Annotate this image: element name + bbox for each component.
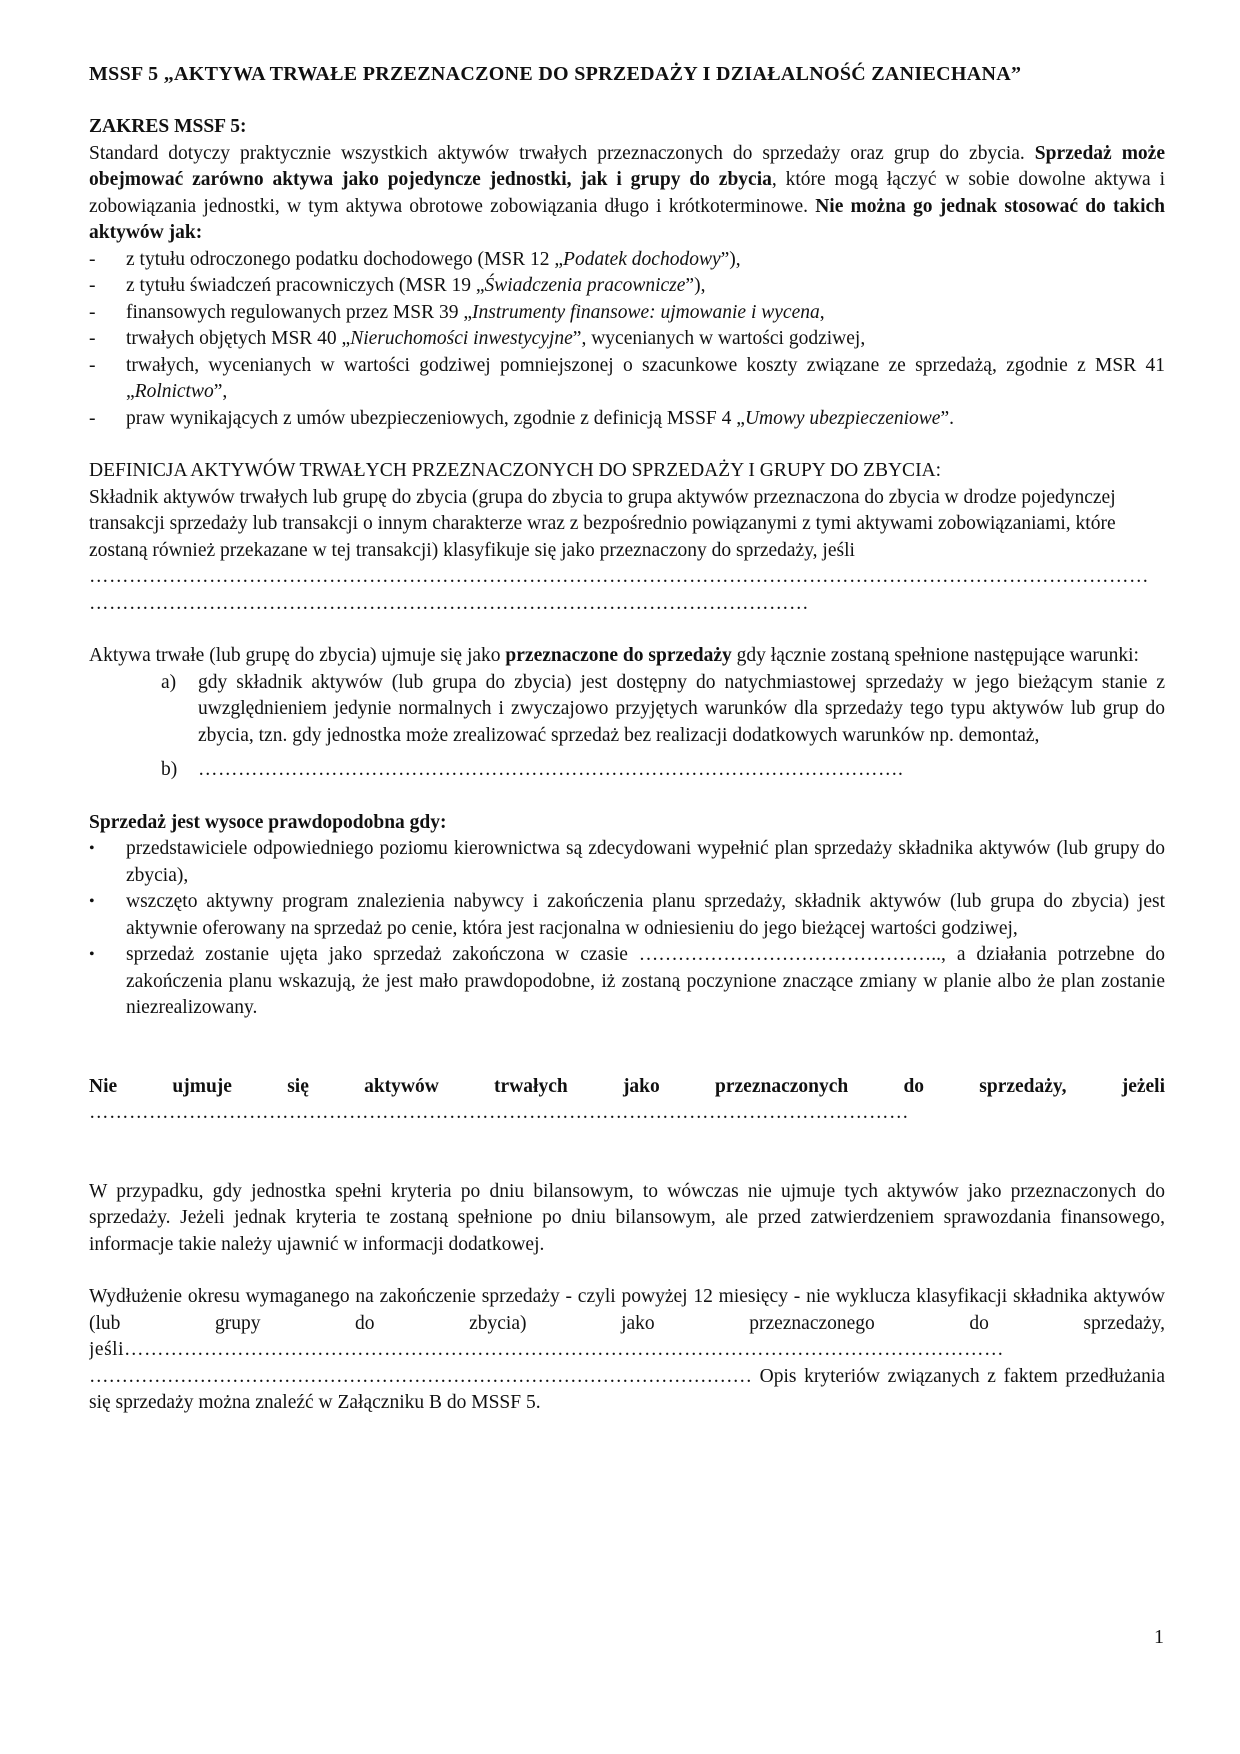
item-text: sprzedaż zostanie ujęta jako sprzedaż zakończona w czasie ……………………………………….., a działania potrzebne do zakończenia planu wskazują, że jest mało prawdopodobne, iż zostaną poczynione znaczące zmiany w planie albo że plan zostanie niezrealizowany. (126, 944, 1165, 1018)
bullet-icon: • (89, 893, 95, 910)
list-item (89, 300, 1165, 327)
item-text-end: ”, wycenianych w wartości godziwej, (572, 328, 866, 349)
exclusion-list (89, 247, 1165, 433)
item-italic: Instrumenty finansowe: ujmowanie i wycena (472, 301, 820, 323)
condition-a (161, 670, 1165, 750)
item-text: praw wynikających z umów ubezpieczeniowych, zgodnie z definicją MSSF 4 „ (126, 407, 745, 429)
item-italic: Umowy ubezpieczeniowe (744, 407, 941, 429)
bullet-icon: • (89, 946, 95, 963)
dash-marker: - (89, 301, 96, 323)
marker: a) (161, 671, 177, 693)
not-recognized-text: Nie ujmuje się aktywów trwałych jako przeznaczonych do sprzedaży, jeżeli (89, 1075, 1165, 1097)
list-item (89, 942, 1165, 1022)
blank-dotted-line: ……………………………………………………………………………………………. (198, 759, 904, 780)
document-page (89, 60, 1165, 1417)
item-text-end: ”), (685, 275, 706, 296)
list-item (89, 836, 1165, 889)
dash-marker: - (89, 407, 96, 429)
dash-marker: - (89, 248, 96, 270)
item-italic: Świadczenia pracownicze (484, 275, 686, 296)
condition-text: gdy składnik aktywów (lub grupa do zbycia) jest dostępny do natychmiastowej sprzedaży w jego bieżącym stanie z uwzględnieniem jedynie normalnych i zwyczajowo przyjętych warunków dla sprzedaży tego typu aktywów lub grup do zbycia, tzn. gdy jednostka może zrealizować sprzedaż bez realizacji dodatkowych warunków np. demontaż, (198, 671, 1165, 746)
item-text: trwałych objętych MSR 40 „ (126, 328, 351, 349)
conditions-text-end: gdy łącznie zostaną spełnione następujące warunki: (731, 645, 1139, 666)
definition-text: Składnik aktywów trwałych lub grupę do zbycia (grupa do zbycia to grupa aktywów przeznaczona do zbycia w drodze pojedynczej transakcji sprzedaży lub transakcji o innym charakterze wraz z bezpośrednio powiązanymi z tymi aktywami zobowiązaniami, które zostaną również przekazane w tej transakcji) klasyfikuje się jako przeznaczony do sprzedaży, jeśli (89, 486, 1116, 561)
marker: b) (161, 759, 178, 780)
scope-text: Standard dotyczy praktycznie wszystkich aktywów trwałych przeznaczonych do sprzedaży oraz grup do zbycia. (89, 142, 1025, 164)
item-text-end: , (819, 301, 825, 323)
probable-list (89, 836, 1165, 1022)
bullet-icon: • (89, 840, 95, 857)
dash-marker: - (89, 354, 96, 376)
list-item (89, 889, 1165, 942)
item-text: z tytułu świadczeń pracowniczych (MSR 19 „ (126, 275, 485, 296)
item-text: wszczęto aktywny program znalezienia nabywcy i zakończenia planu sprzedaży, składnik aktywów (lub grupa do zbycia) jest aktywnie oferowany na sprzedaż po cenie, która jest racjonalna w odniesieniu do jego bieżącej wartości godziwej, (126, 891, 1165, 939)
item-text: trwałych, wycenianych w wartości godziwej pomniejszonej o szacunkowe koszty związane ze sprzedażą, zgodnie z MSR 41 „ (126, 354, 1165, 402)
extension-dotted-line: jeśli…………………………………………………………………………………………………………………… (89, 1339, 1004, 1360)
scope-paragraph (89, 141, 1165, 247)
item-text: finansowych regulowanych przez MSR 39 „ (126, 301, 473, 323)
list-item (89, 406, 1165, 433)
extension-paragraph: Wydłużenie okresu wymaganego na zakończenie sprzedaży - czyli powyżej 12 miesięcy - nie wyklucza klasyfikacji składnika aktywów (lub grupy do zbycia) jako przeznaczonego do sprzedaży, (89, 1286, 1165, 1334)
list-item (89, 273, 1165, 300)
list-item (89, 247, 1165, 274)
conditions-text: Aktywa trwałe (lub grupę do zbycia) ujmuje się jako (89, 645, 506, 666)
scope-bold-text-2: Nie można go jednak stosować do takich aktywów jak: (89, 195, 1165, 243)
blank-dotted-line: …………………………………………………………………………………………………………………………………………… (89, 566, 1149, 587)
item-text-end: ”. (940, 407, 954, 429)
probable-heading: Sprzedaż jest wysoce prawdopodobna gdy: (89, 811, 447, 833)
conditions-bold: przeznaczone do sprzedaży (505, 645, 732, 666)
definition-heading: DEFINICJA AKTYWÓW TRWAŁYCH PRZEZNACZONYCH DO SPRZEDAŻY I GRUPY DO ZBYCIA: (89, 460, 942, 481)
scope-heading: ZAKRES MSSF 5: (89, 116, 247, 137)
item-text-end: ”), (720, 248, 741, 270)
after-balance-paragraph: W przypadku, gdy jednostka spełni kryteria po dniu bilansowym, to wówczas nie ujmuje tych aktywów jako przeznaczonych do sprzedaży. Jeżeli jednak kryteria te zostaną spełnione po dniu bilansowym, ale przed zatwierdzeniem sprawozdania finansowego, informacje takie należy ujawnić w informacji dodatkowej. (89, 1180, 1165, 1255)
condition-b (161, 757, 1165, 784)
page-number: 1 (1154, 1626, 1164, 1648)
dash-marker: - (89, 275, 96, 296)
extension-paragraph-end: ………………………………………………………………………………………… Opis kryteriów związanych z faktem przedłużania się sprzedaży można znaleźć w Załączniku B do MSSF 5. (89, 1365, 1165, 1413)
item-italic: Nieruchomości inwestycyjne (350, 328, 573, 349)
item-italic: Podatek dochodowy (563, 248, 721, 270)
item-text-end: ”, (213, 381, 228, 402)
item-text: z tytułu odroczonego podatku dochodowego (MSR 12 „ (126, 248, 564, 270)
list-item (89, 326, 1165, 353)
dash-marker: - (89, 328, 96, 349)
list-item (89, 353, 1165, 406)
blank-dotted-line: …………………………………………………………………………………………………………… (89, 1102, 909, 1123)
item-italic: Rolnictwo (134, 381, 214, 402)
conditions-paragraph (89, 643, 1165, 670)
item-text: przedstawiciele odpowiedniego poziomu kierownictwa są zdecydowani wypełnić plan sprzedaży składnika aktywów (lub grupy do zbycia), (126, 838, 1165, 886)
document-title: MSSF 5 „AKTYWA TRWAŁE PRZEZNACZONE DO SPRZEDAŻY I DZIAŁALNOŚĆ ZANIECHANA” (89, 63, 1022, 85)
scope-text-2: , które mogą łączyć w sobie dowolne aktywa i zobowiązania jednostki, w tym aktywa obrotowe zobowiązania długo i krótkoterminowe. (89, 169, 1165, 217)
blank-dotted-line: ……………………………………………………………………………………………… (89, 592, 809, 614)
scope-bold-text: Sprzedaż może obejmować zarówno aktywa jako pojedyncze jednostki, jak i grupy do zbycia (89, 142, 1165, 190)
